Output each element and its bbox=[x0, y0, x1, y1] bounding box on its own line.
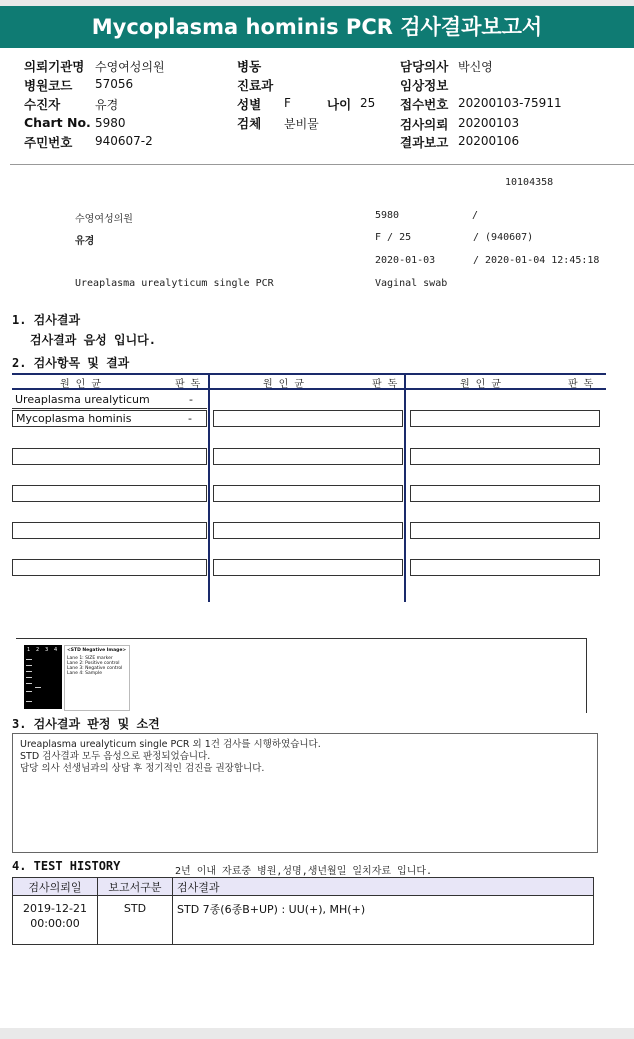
table-header-rule bbox=[12, 388, 606, 390]
report-date-value: 20200106 bbox=[458, 134, 520, 148]
doctor-value: 박신영 bbox=[458, 60, 493, 74]
specimen-label: 검체 bbox=[237, 116, 262, 131]
finding-line: STD 검사결과 모두 음성으로 판정되었습니다. bbox=[20, 751, 211, 762]
info-sex-age: F / 25 bbox=[375, 232, 412, 243]
finding-line: Ureaplasma urealyticum single PCR 외 1건 검사를 시행하였습니다. bbox=[20, 739, 321, 750]
gel-legend bbox=[64, 645, 130, 711]
empty-row bbox=[410, 448, 600, 465]
empty-row bbox=[12, 448, 207, 465]
info-test-name: Ureaplasma urealyticum single PCR bbox=[75, 278, 274, 289]
info-specimen: Vaginal swab bbox=[375, 278, 448, 289]
info-birth: / (940607) bbox=[473, 232, 534, 243]
lane-number: 3 bbox=[45, 647, 49, 653]
history-col-result: 검사결과 bbox=[173, 878, 594, 896]
request-label: 검사의뢰 bbox=[400, 117, 449, 132]
col2-result-header: 판 독 bbox=[372, 379, 398, 390]
history-row bbox=[13, 896, 594, 945]
pathogen-result: - bbox=[188, 412, 192, 425]
history-col-type: 보고서구분 bbox=[98, 878, 173, 896]
result-row bbox=[12, 392, 207, 409]
findings-box bbox=[12, 733, 598, 853]
chart-label: Chart No. bbox=[24, 115, 91, 130]
empty-row bbox=[12, 559, 207, 576]
history-col-date: 검사의뢰일 bbox=[13, 878, 98, 896]
history-type: STD bbox=[98, 896, 173, 945]
gel-legend-line: Lane 1: SIZE marker bbox=[67, 656, 113, 661]
patient-label: 수진자 bbox=[24, 97, 61, 112]
info-date-received: 2020-01-03 bbox=[375, 255, 436, 266]
section1-heading: 1. 검사결과 bbox=[12, 313, 81, 327]
history-table bbox=[12, 877, 594, 945]
gel-legend-line: Lane 3: Negative control bbox=[67, 666, 123, 671]
gel-legend-line: Lane 2: Positive control bbox=[67, 661, 120, 666]
col3-result-header: 판 독 bbox=[568, 379, 594, 390]
report-title: Mycoplasma hominis PCR 검사결과보고서 bbox=[0, 6, 634, 48]
lane-number: 4 bbox=[54, 647, 58, 653]
patient-value: 유경 bbox=[95, 98, 119, 112]
lane-number: 1 bbox=[27, 647, 31, 653]
ssn-label: 주민번호 bbox=[24, 135, 73, 150]
empty-row bbox=[12, 522, 207, 539]
clinical-label: 임상정보 bbox=[400, 78, 449, 93]
report-date-label: 결과보고 bbox=[400, 135, 449, 150]
info-chart: 5980 bbox=[375, 210, 400, 221]
table-top-rule bbox=[12, 373, 606, 375]
hospital-label: 의뢰기관명 bbox=[24, 59, 85, 74]
empty-row bbox=[213, 410, 403, 427]
col3-pathogen-header: 원 인 균 bbox=[460, 379, 502, 390]
empty-row bbox=[213, 522, 403, 539]
header-divider bbox=[10, 164, 634, 165]
history-time-value: 00:00:00 bbox=[30, 917, 80, 930]
section4-heading: 4. TEST HISTORY bbox=[12, 859, 121, 873]
empty-row bbox=[410, 485, 600, 502]
ssn-value: 940607-2 bbox=[95, 134, 153, 148]
chart-value: 5980 bbox=[95, 116, 126, 130]
empty-row bbox=[12, 485, 207, 502]
section1-text: 검사결과 음성 입니다. bbox=[30, 333, 157, 347]
info-clinic: 수영여성의원 bbox=[75, 214, 133, 225]
age-label: 나이 bbox=[327, 97, 352, 112]
history-date-value: 2019-12-21 bbox=[23, 902, 87, 915]
gel-electrophoresis-image bbox=[24, 645, 62, 709]
empty-row bbox=[410, 410, 600, 427]
code-label: 병원코드 bbox=[24, 78, 73, 93]
sex-value: F bbox=[284, 96, 291, 110]
finding-line: 담당 의사 선생님과의 상담 후 정기적인 검진을 권장합니다. bbox=[20, 763, 265, 774]
col1-result-header: 판 독 bbox=[175, 379, 201, 390]
empty-row bbox=[213, 485, 403, 502]
receipt-value: 20200103-75911 bbox=[458, 96, 562, 110]
column-separator bbox=[208, 374, 210, 602]
empty-row bbox=[410, 559, 600, 576]
info-slash: / bbox=[472, 210, 479, 221]
gel-legend-line: Lane 4: Sample bbox=[67, 671, 102, 676]
col1-pathogen-header: 원 인 균 bbox=[60, 379, 102, 390]
info-patient: 유경 bbox=[75, 236, 95, 247]
pathogen-name: Mycoplasma hominis bbox=[16, 412, 132, 425]
lane-number: 2 bbox=[36, 647, 40, 653]
info-date-reported: / 2020-01-04 12:45:18 bbox=[473, 255, 600, 266]
history-result: STD 7종(6종B+UP) : UU(+), MH(+) bbox=[173, 896, 594, 945]
section4-note: 2년 이내 자료중 병원,성명,생년월일 일치자료 입니다. bbox=[175, 866, 433, 877]
result-row bbox=[12, 410, 207, 427]
ward-label: 병동 bbox=[237, 59, 262, 74]
pathogen-result: - bbox=[189, 393, 193, 406]
hospital-value: 수영여성의원 bbox=[95, 60, 165, 74]
empty-row bbox=[213, 559, 403, 576]
specimen-value: 분비물 bbox=[284, 117, 319, 131]
column-separator bbox=[404, 374, 406, 602]
age-value: 25 bbox=[360, 96, 376, 110]
col2-pathogen-header: 원 인 균 bbox=[263, 379, 305, 390]
gel-legend-title: <STD Negative Image> bbox=[67, 648, 127, 653]
empty-row bbox=[213, 448, 403, 465]
sex-label: 성별 bbox=[237, 97, 262, 112]
dept-label: 진료과 bbox=[237, 78, 274, 93]
pathogen-name: Ureaplasma urealyticum bbox=[15, 393, 150, 406]
receipt-label: 접수번호 bbox=[400, 97, 449, 112]
request-value: 20200103 bbox=[458, 116, 520, 130]
empty-row bbox=[410, 522, 600, 539]
section2-heading: 2. 검사항목 및 결과 bbox=[12, 356, 130, 370]
code-value: 57056 bbox=[95, 77, 134, 91]
id-number: 10104358 bbox=[505, 177, 554, 188]
history-date bbox=[13, 896, 98, 945]
section3-heading: 3. 검사결과 판정 및 소견 bbox=[12, 717, 160, 731]
doctor-label: 담당의사 bbox=[400, 59, 449, 74]
